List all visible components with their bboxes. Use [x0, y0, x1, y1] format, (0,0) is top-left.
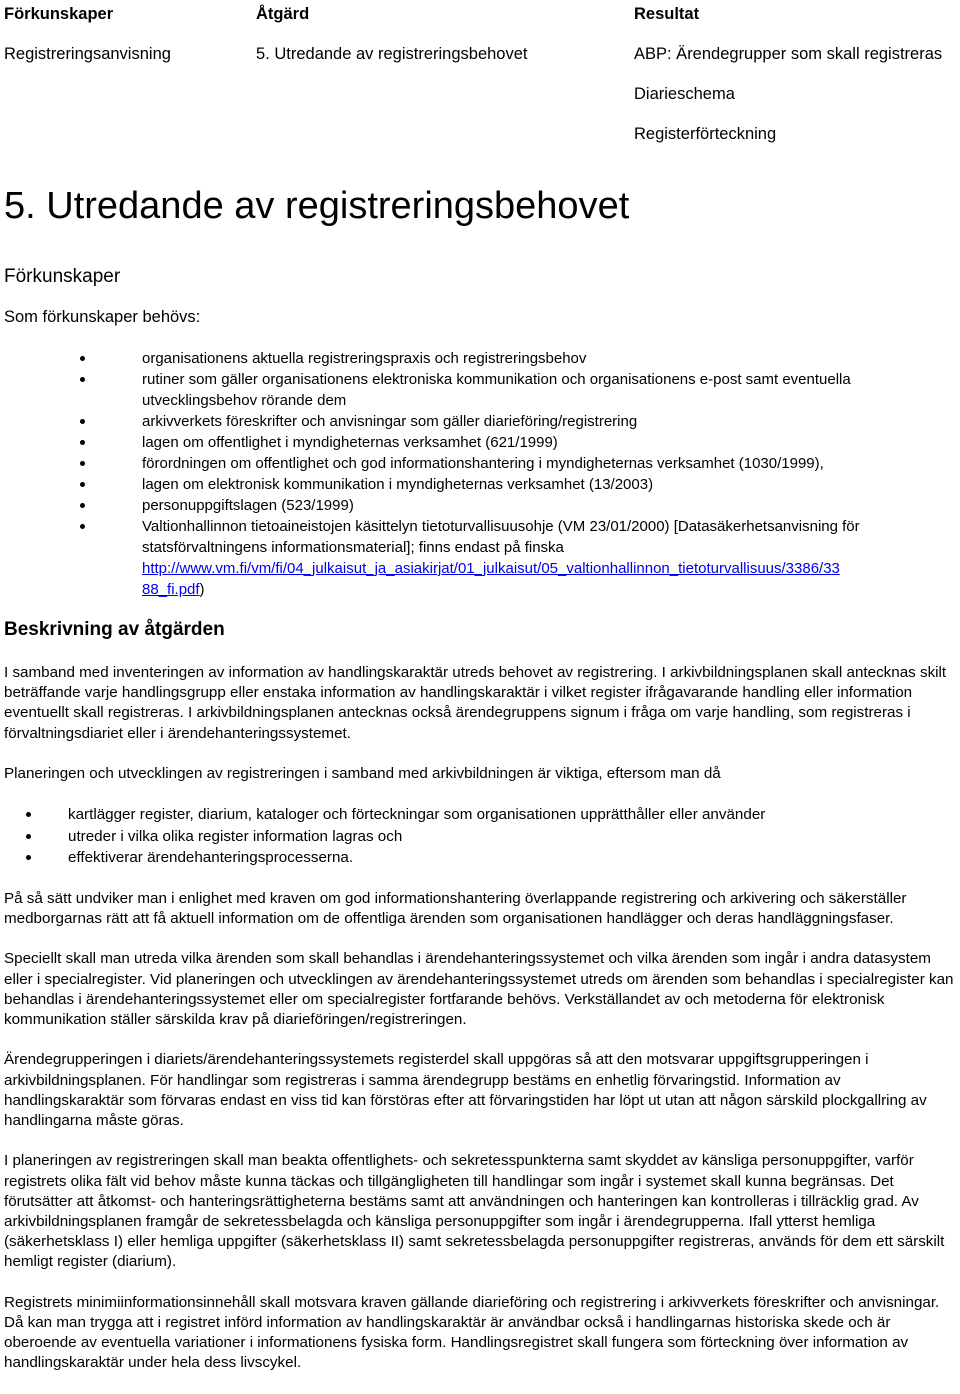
prerequisites-intro: Som förkunskaper behövs: — [4, 308, 201, 326]
bullet-icon — [26, 855, 31, 860]
bullet-icon — [26, 834, 31, 839]
table-row — [0, 84, 960, 104]
column-header-prerequisites: Förkunskaper — [4, 5, 114, 23]
paragraph: Speciellt skall man utreda vilka ärenden som skall behandlas i ärendehanteringssystemet och vilka ärenden som ingår i andra datasystem eller i specialregister. Vid planeringen och utvecklingen av ärendehanteringssystemet utreds om ärenden som behandlas i specialregister kan behandlas i ärendehanteringssystemet eller om specialregister fortfarande behövs. Verkställandet av och metoderna för elektronisk kommunikation ställer särskilda krav på diarieföringen/registreringen. — [4, 950, 954, 1028]
table-row — [0, 124, 960, 144]
list-item — [0, 516, 960, 600]
list-item — [0, 411, 960, 432]
table-row — [0, 44, 960, 64]
list-item-text: utreder i vilka olika register information lagras och — [68, 827, 403, 845]
bullet-icon — [80, 419, 85, 424]
description-heading: Beskrivning av åtgärden — [4, 619, 225, 640]
bullet-icon — [80, 356, 85, 361]
list-item — [0, 474, 960, 495]
paragraph: Planeringen och utvecklingen av registreringen i samband med arkivbildningen är viktiga, eftersom man då — [4, 765, 721, 782]
paragraph: På så sätt undviker man i enlighet med kraven om god informationshantering överlappande registrering och arkivering och säkerställer medborgarnas rätt att få aktuell information om de offentliga ärenden som organisationen handlägger och deras handläggningsfaser. — [4, 889, 907, 927]
list-item — [0, 453, 960, 474]
paragraph: I planeringen av registreringen skall man beakta offentlighets- och sekretesspunkterna samt skyddet av känsliga personuppgifter, varför registrets olika fält vid behov måste kunna täckas och tillgängligheten till handlingar som ingår i systemet skall kunna begränsas. Det förutsätter att åtkomst- och hanteringsrättigheterna bestäms samt att användningen och hanteringen kan kontrolleras i tillräcklig grad. Av arkivbildningsplanen framgår de sekretessbelagda och känsliga personuppgifter som ingår i ärendegrupperna. Ifall ytterst hemliga (säkerhetsklass I) eller hemliga uppgifter (säkerhetsklass II) samt sekretessbelagda personuppgifter registreras, används för dem ett särskilt hemligt register (diarium). — [4, 1152, 945, 1271]
finnish-guideline-link[interactable]: http://www.vm.fi/vm/fi/04_julkaisut_ja_asiakirjat/01_julkaisut/05_valtionhallinnon_tietoturvallisuus/3386/33 88_fi.pdf — [142, 560, 840, 598]
list-item — [4, 804, 958, 825]
list-item — [0, 369, 960, 411]
cell-result: Registerförteckning — [634, 125, 777, 143]
list-item-text: kartlägger register, diarium, kataloger och förteckningar som organisationen upprätthåller eller använder — [68, 806, 766, 824]
list-item-text: personuppgiftslagen (523/1999) — [142, 497, 354, 514]
bullet-icon — [80, 503, 85, 508]
list-item-text: arkivverkets föreskrifter och anvisningar som gäller diarieföring/registrering — [142, 413, 638, 430]
paragraph: Ärendegrupperingen i diariets/ärendehanteringssystemets registerdel skall uppgöras så att den motsvarar uppgiftsgrupperingen i arkivbildningsplanen. För handlingar som registreras i samma ärendegrupp bestäms en enhetlig förvaringstid. Information av handlingskaraktär som förvaras endast en viss tid kan förstöras efter att förvaringstiden har löpt ut utan att någon särskild plockgallring av handlingarna måste göras. — [4, 1051, 927, 1129]
list-item-text: rutiner som gäller organisationens elektroniska kommunikation och organisationens e-post samt eventuella utvecklingsbehov rörande dem — [142, 371, 851, 409]
link-suffix: ) — [199, 581, 205, 598]
bullet-icon — [80, 440, 85, 445]
bullet-icon — [80, 482, 85, 487]
cell-prerequisite: Registreringsanvisning — [4, 45, 171, 63]
bullet-icon — [80, 461, 85, 466]
paragraph: I samband med inventeringen av information av handlingskaraktär utreds behovet av registrering. I arkivbildningsplanen skall antecknas skilt beträffande varje handlingsgrupp eller enstaka information av handlingskaraktär i vilket register ifrågavarande handling eller information eventuellt skall registreras. I arkivbildningsplanen antecknas också ärendegruppens signum i fråga om varje handling, som registreras i förvaltningsdiariet eller i ärendehanteringssystemet. — [4, 664, 947, 742]
column-header-action: Åtgärd — [256, 5, 310, 23]
list-item — [0, 432, 960, 453]
list-item — [4, 826, 958, 847]
bullet-icon — [80, 377, 85, 382]
list-item-text: organisationens aktuella registreringspraxis och registreringsbehov — [142, 350, 587, 367]
list-item-text: lagen om offentlighet i myndigheternas verksamhet (621/1999) — [142, 434, 558, 451]
list-item-text: förordningen om offentlighet och god informationshantering i myndigheternas verksamhet (1030/1999), — [142, 455, 824, 472]
table-header-row — [0, 4, 960, 24]
page-title: 5. Utredande av registreringsbehovet — [4, 185, 630, 227]
description-body — [4, 663, 958, 1394]
cell-result: ABP: Ärendegrupper som skall registreras — [634, 45, 943, 63]
cell-result: Diarieschema — [634, 85, 735, 103]
list-item — [4, 847, 958, 868]
cell-action: 5. Utredande av registreringsbehovet — [256, 45, 528, 63]
list-item-text: Valtionhallinnon tietoaineistojen käsittelyn tietoturvallisuusohje (VM 23/01/2000) [Datasäkerhetsanvisning för statsförvaltningens informationsmaterial]; finns endast på finska — [142, 518, 860, 556]
action-list — [4, 804, 958, 868]
list-item-text: lagen om elektronisk kommunikation i myndigheternas verksamhet (13/2003) — [142, 476, 654, 493]
list-item — [0, 495, 960, 516]
bullet-icon — [80, 524, 85, 529]
column-header-result: Resultat — [634, 5, 700, 23]
prerequisites-heading: Förkunskaper — [4, 266, 121, 287]
paragraph: Registrets minimiinformationsinnehåll skall motsvara kraven gällande diarieföring och registrering i arkivverkets föreskrifter och anvisningar. Då kan man trygga att i registret införd information av handlingskaraktär är användbar också i handlingarnas historiska skede och är oberoende av eventuella variationer i informationens fysiska form. Handlingsregistret skall fungera som förteckning över information av handlingskaraktär under hela dess livscykel. — [4, 1293, 940, 1372]
prerequisites-list — [0, 348, 960, 600]
list-item — [0, 348, 960, 369]
list-item-text: effektiverar ärendehanteringsprocesserna. — [68, 849, 354, 867]
bullet-icon — [26, 812, 31, 817]
